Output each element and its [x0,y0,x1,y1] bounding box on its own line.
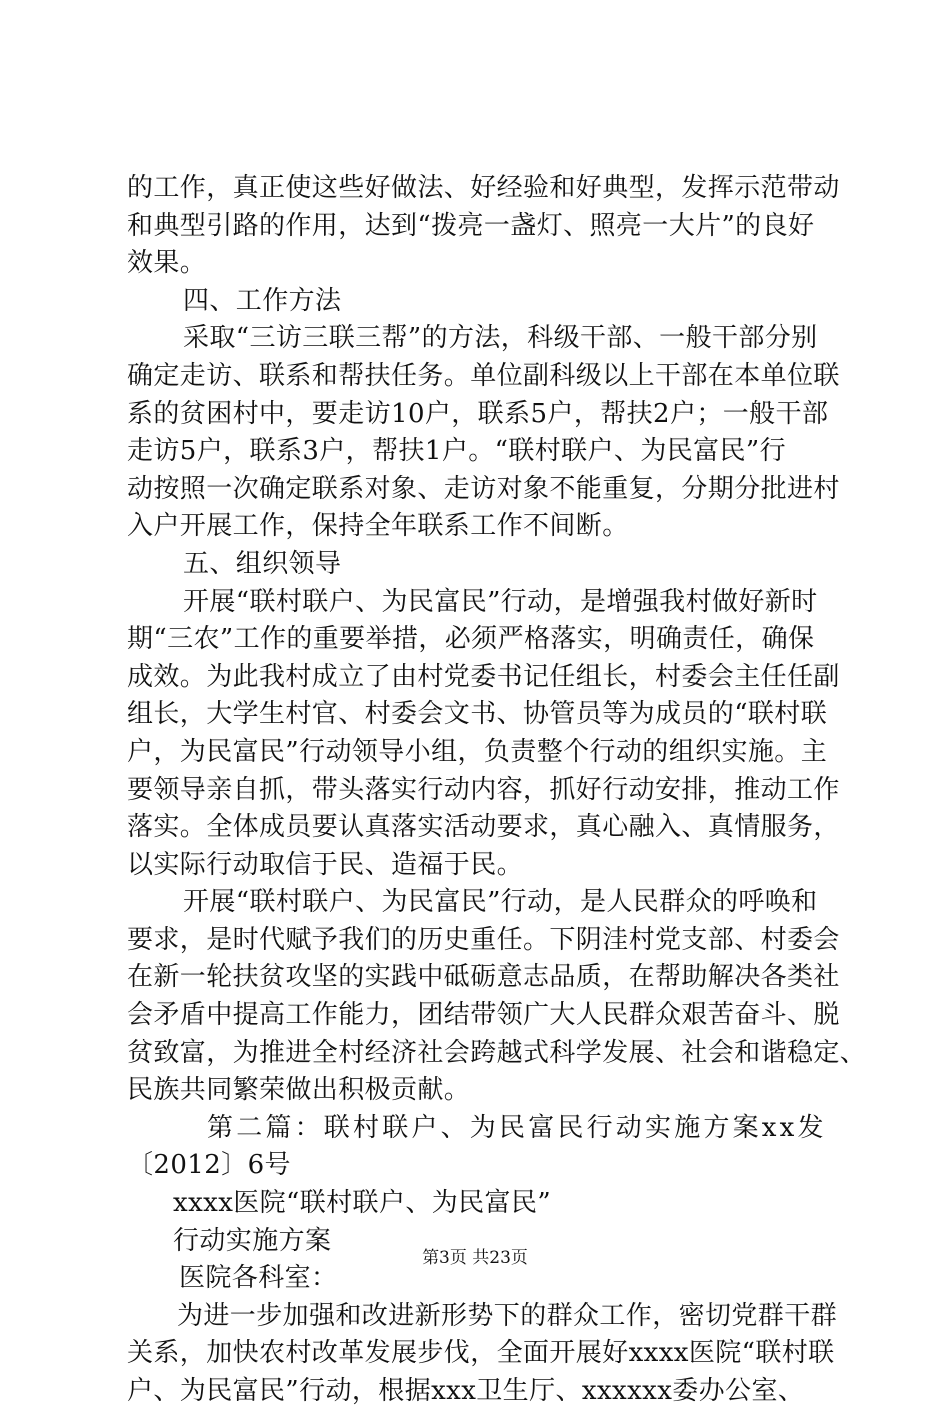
text-line: 采取“三访三联三帮”的方法，科级干部、一般干部分别 [183,323,818,354]
text-line: 系的贫困村中，要走访10户，联系5户，帮扶2户；一般干部 [127,398,829,429]
text-line: 贫致富，为推进全村经济社会跨越式科学发展、社会和谐稳定、 [127,1037,867,1068]
text-line: 以实际行动取信于民、造福于民。 [127,849,524,880]
text-line: 要领导亲自抓，带头落实行动内容，抓好行动安排，推动工作 [127,774,840,805]
text-line: 动按照一次确定联系对象、走访对象不能重复，分期分批进村 [127,473,840,504]
chapter-subtitle: xxxx医院“联村联户、为民富民” [173,1188,552,1219]
page-number: 第3页 共23页 [422,1248,528,1268]
text-line: 开展“联村联户、为民富民”行动，是人民群众的呼唤和 [183,887,818,918]
section-heading: 五、组织领导 [183,548,342,579]
text-line: 为进一步加强和改进新形势下的群众工作，密切党群干群 [177,1300,838,1331]
chapter-heading: 第二篇：联村联户、为民富民行动实施方案xx发 [207,1112,827,1143]
text-line: 期“三农”工作的重要举措，必须严格落实，明确责任，确保 [127,624,815,655]
text-line: 和典型引路的作用，达到“拨亮一盏灯、照亮一大片”的良好 [127,210,815,241]
text-line: 要求，是时代赋予我们的历史重任。下阴洼村党支部、村委会 [127,924,840,955]
text-line: 开展“联村联户、为民富民”行动，是增强我村做好新时 [183,586,818,617]
text-line: 户，为民富民”行动领导小组，负责整个行动的组织实施。主 [127,736,828,767]
text-line: 的工作，真正使这些好做法、好经验和好典型，发挥示范带动 [127,173,840,203]
salutation: 医院各科室： [179,1263,338,1294]
chapter-subtitle: 行动实施方案 [173,1225,332,1256]
text-line: 户、为民富民”行动，根据xxx卫生厅、xxxxxx委办公室、 [127,1376,805,1406]
chapter-heading-continued: 〔2012〕6号 [127,1150,291,1181]
text-line: 确定走访、联系和帮扶任务。单位副科级以上干部在本单位联 [127,360,840,391]
text-line: 入户开展工作，保持全年联系工作不间断。 [127,511,629,542]
text-line: 走访5户，联系3户，帮扶1户。“联村联户、为民富民”行 [127,436,787,467]
section-heading: 四、工作方法 [183,285,342,316]
text-line: 在新一轮扶贫攻坚的实践中砥砺意志品质，在帮助解决各类社 [127,962,840,993]
text-line: 民族共同繁荣做出积极贡献。 [127,1075,471,1106]
text-line: 落实。全体成员要认真落实活动要求，真心融入、真情服务， [127,812,840,843]
text-line: 组长，大学生村官、村委会文书、协管员等为成员的“联村联 [127,699,828,730]
text-line: 关系，加快农村改革发展步伐，全面开展好xxxx医院“联村联 [127,1338,835,1369]
text-line: 成效。为此我村成立了由村党委书记任组长，村委会主任任副 [127,661,840,692]
text-line: 效果。 [127,248,207,279]
text-line: 会矛盾中提高工作能力，团结带领广大人民群众艰苦奋斗、脱 [127,1000,840,1031]
document-body [127,170,867,1411]
